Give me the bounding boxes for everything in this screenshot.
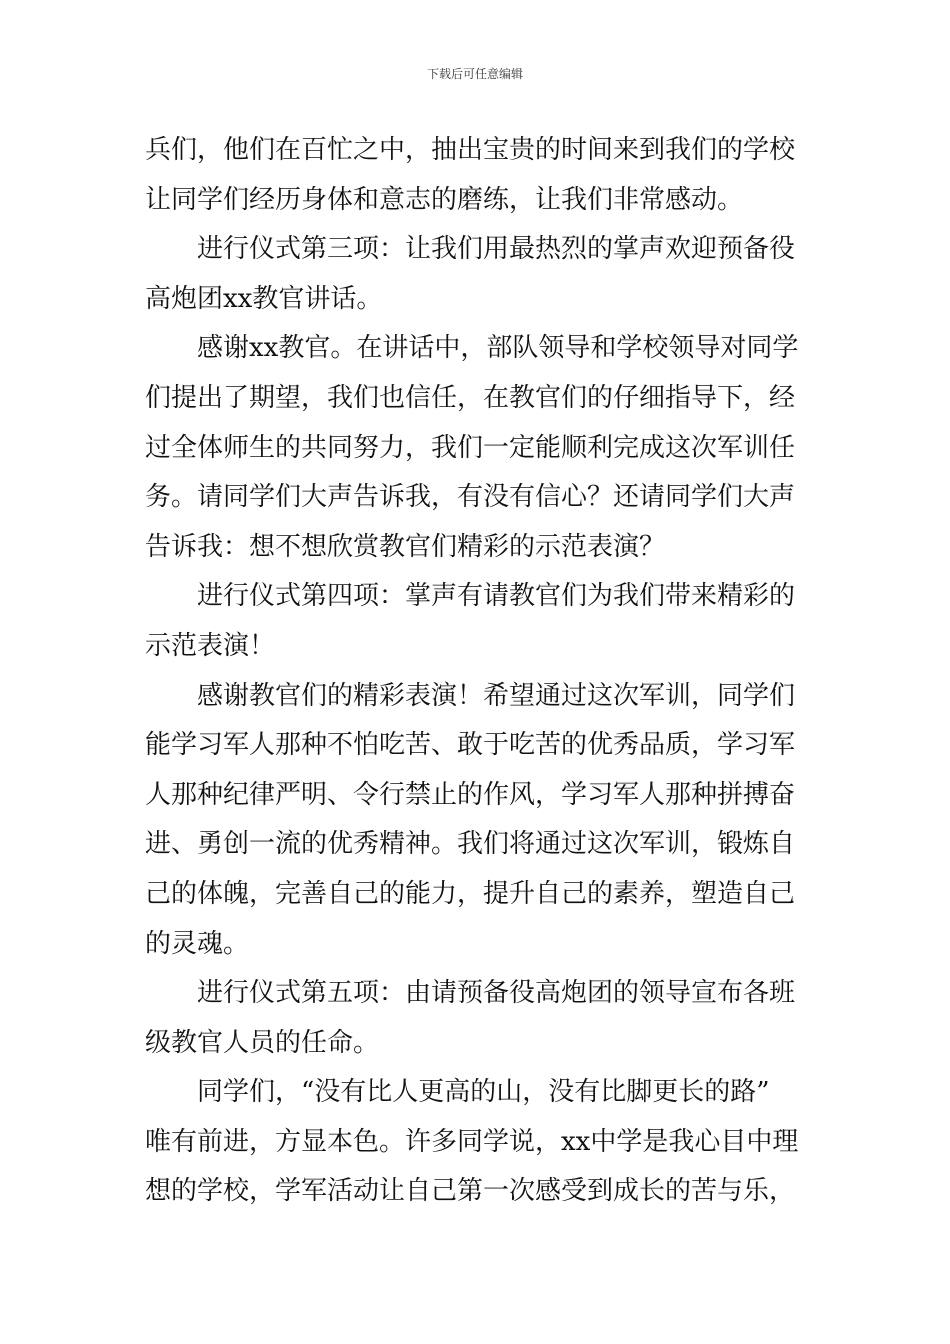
page-header: 下载后可任意编辑 [426, 67, 523, 81]
text-line: 级教官人员的任命。 [145, 1027, 380, 1058]
text-line: 己的体魄，完善自己的能力，提升自己的素养，塑造自己 [145, 878, 796, 909]
text-line: 过全体师生的共同努力，我们一定能顺利完成这次军训任 [145, 432, 796, 463]
text-line: 进行仪式第四项：掌声有请教官们为我们带来精彩的 [197, 581, 796, 612]
text-line: 感谢教官们的精彩表演！希望通过这次军训，同学们 [197, 680, 796, 711]
document-body [145, 126, 810, 1217]
text-line: 唯有前进，方显本色。许多同学说，xx中学是我心目中理 [145, 1126, 799, 1157]
text-line: 同学们，“没有比人更高的山，没有比脚更长的路” [197, 1077, 770, 1108]
text-line: 能学习军人那种不怕吃苦、敢于吃苦的优秀品质，学习军 [145, 730, 796, 761]
text-line: 们提出了期望，我们也信任，在教官们的仔细指导下，经 [145, 382, 796, 413]
text-line: 务。请同学们大声告诉我，有没有信心？还请同学们大声 [145, 482, 796, 513]
text-line: 想的学校，学军活动让自己第一次感受到成长的苦与乐， [145, 1176, 796, 1207]
text-line: 人那种纪律严明、令行禁止的作风，学习军人那种拼搏奋 [145, 779, 796, 810]
text-line: 兵们，他们在百忙之中，抽出宝贵的时间来到我们的学校 [145, 135, 796, 165]
text-line: 告诉我：想不想欣赏教官们精彩的示范表演？ [145, 531, 666, 562]
text-line: 进、勇创一流的优秀精神。我们将通过这次军训，锻炼自 [145, 829, 796, 860]
text-line: 感谢xx教官。在讲话中，部队领导和学校领导对同学 [197, 333, 799, 364]
text-line: 的灵魂。 [145, 928, 250, 959]
text-line: 让同学们经历身体和意志的磨练，让我们非常感动。 [145, 184, 744, 215]
text-line: 示范表演！ [145, 630, 276, 661]
text-line: 进行仪式第五项：由请预备役高炮团的领导宣布各班 [197, 978, 796, 1009]
text-line: 高炮团xx教官讲话。 [145, 283, 383, 314]
text-line: 进行仪式第三项：让我们用最热烈的掌声欢迎预备役 [197, 234, 796, 265]
